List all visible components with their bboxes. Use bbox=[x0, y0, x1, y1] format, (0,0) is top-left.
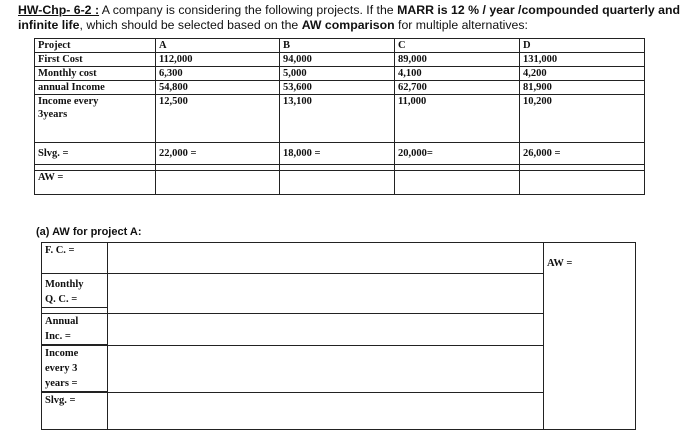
project-a-income-3y: 12,500 bbox=[159, 96, 188, 107]
question-text-part-2: , which should be selected based on the bbox=[79, 18, 302, 32]
fc-answer-cell[interactable] bbox=[108, 243, 544, 274]
annual-inc-answer-cell[interactable] bbox=[108, 314, 544, 346]
inc-label: Inc. = bbox=[42, 329, 107, 345]
label-annual-income: annual Income bbox=[35, 81, 155, 95]
project-d-annual-income: 81,900 bbox=[520, 81, 644, 95]
project-c-monthly-cost: 4,100 bbox=[395, 67, 519, 81]
project-c-column bbox=[395, 39, 520, 143]
project-c-first-cost: 89,000 bbox=[395, 53, 519, 67]
question-text bbox=[18, 3, 684, 33]
fc-label-cell bbox=[42, 243, 108, 274]
project-a-column bbox=[156, 39, 280, 143]
project-c-income-3y: 11,000 bbox=[398, 96, 427, 107]
project-d-income-3y: 10,200 bbox=[523, 96, 552, 107]
aw-result-label: AW = bbox=[547, 258, 573, 269]
part-a-table bbox=[41, 242, 636, 430]
project-c-salvage: 20,000= bbox=[395, 143, 520, 165]
project-b-salvage: 18,000 = bbox=[280, 143, 395, 165]
project-c-name: C bbox=[395, 39, 519, 53]
label-project: Project bbox=[35, 39, 155, 53]
monthly-label: Monthly bbox=[45, 279, 84, 290]
label-first-cost: First Cost bbox=[35, 53, 155, 67]
every-3-label: every 3 bbox=[45, 363, 78, 374]
label-monthly-cost: Monthly cost bbox=[35, 67, 155, 81]
income-3y-label-cell bbox=[42, 346, 108, 393]
project-b-income-3y: 13,100 bbox=[283, 96, 312, 107]
project-c-aw-answer[interactable] bbox=[395, 171, 520, 195]
homework-id: HW-Chp- 6-2 : bbox=[18, 3, 100, 17]
projects-table bbox=[34, 38, 645, 195]
project-b-monthly-cost: 5,000 bbox=[280, 67, 394, 81]
label-income-every: Income every bbox=[38, 96, 99, 107]
project-b-first-cost: 94,000 bbox=[280, 53, 394, 67]
table-data-row bbox=[35, 39, 645, 143]
slvg-answer-cell[interactable] bbox=[108, 393, 544, 430]
project-d-aw-answer[interactable] bbox=[520, 171, 645, 195]
project-b-annual-income: 53,600 bbox=[280, 81, 394, 95]
monthly-qc-answer-cell[interactable] bbox=[108, 274, 544, 314]
project-d-name: D bbox=[520, 39, 644, 53]
slvg-label-cell bbox=[42, 393, 108, 430]
project-a-name: A bbox=[156, 39, 279, 53]
salvage-label: Slvg. = bbox=[35, 143, 156, 165]
part-a-title: (a) AW for project A: bbox=[36, 226, 142, 238]
project-d-first-cost: 131,000 bbox=[520, 53, 644, 67]
project-b-aw-answer[interactable] bbox=[280, 171, 395, 195]
project-a-monthly-cost: 6,300 bbox=[156, 67, 279, 81]
question-text-part-1: A company is considering the following projects. If the bbox=[99, 3, 398, 17]
project-d-salvage: 26,000 = bbox=[520, 143, 645, 165]
project-b-column bbox=[280, 39, 395, 143]
qc-label: Q. C. = bbox=[42, 292, 107, 308]
project-a-first-cost: 112,000 bbox=[156, 53, 279, 67]
project-a-aw-answer[interactable] bbox=[156, 171, 280, 195]
income-label: Income bbox=[45, 348, 79, 359]
income-3y-answer-cell[interactable] bbox=[108, 346, 544, 393]
project-d-monthly-cost: 4,200 bbox=[520, 67, 644, 81]
project-a-annual-income: 54,800 bbox=[156, 81, 279, 95]
question-text-part-3: for multiple alternatives: bbox=[394, 18, 528, 32]
project-a-salvage: 22,000 = bbox=[156, 143, 280, 165]
years-label: years = bbox=[42, 376, 107, 392]
label-3years: 3years bbox=[38, 109, 68, 120]
project-d-column bbox=[520, 39, 645, 143]
marr-statement: MARR is 12 % / year /compounded quarterly and infinite life bbox=[18, 3, 680, 32]
project-b-name: B bbox=[280, 39, 394, 53]
table-salvage-row bbox=[35, 143, 645, 165]
fc-label: F. C. = bbox=[45, 245, 75, 256]
table-aw-row bbox=[35, 171, 645, 195]
row-labels-cell bbox=[35, 39, 156, 143]
aw-label: AW = bbox=[35, 171, 156, 195]
slvg-label: Slvg. = bbox=[45, 395, 76, 406]
annual-label: Annual bbox=[45, 316, 79, 327]
annual-inc-label-cell bbox=[42, 314, 108, 346]
aw-result-cell[interactable] bbox=[544, 243, 636, 430]
monthly-qc-label-cell bbox=[42, 274, 108, 314]
aw-comparison-text: AW comparison bbox=[301, 18, 395, 32]
project-c-annual-income: 62,700 bbox=[395, 81, 519, 95]
